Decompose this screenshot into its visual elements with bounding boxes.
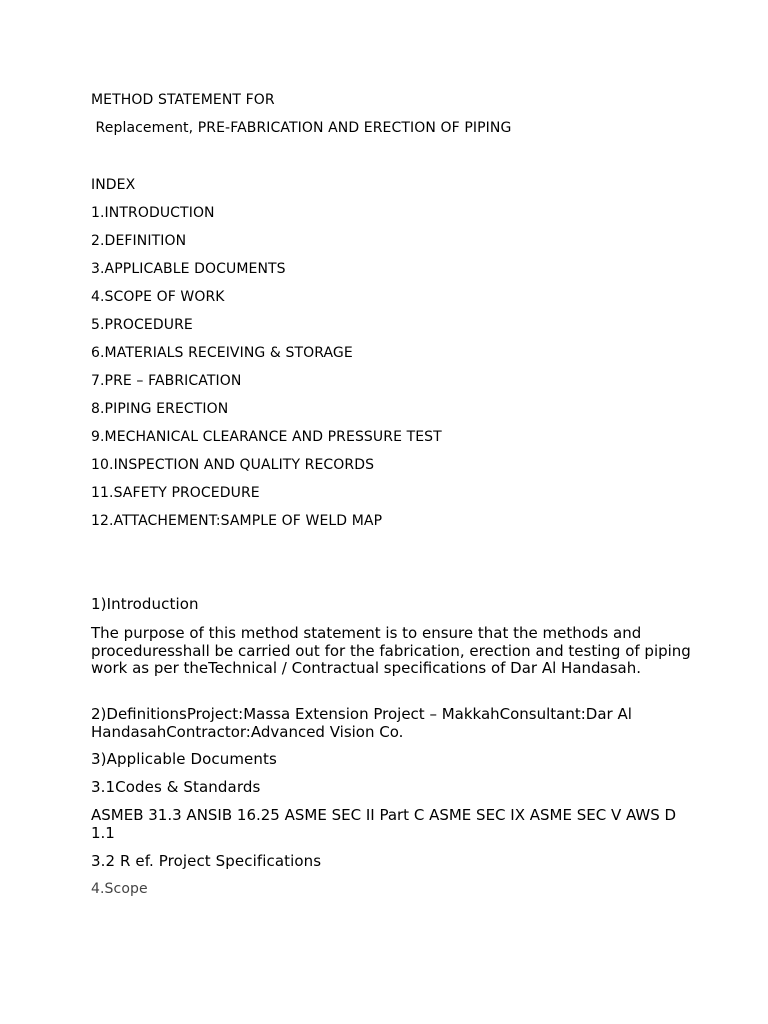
project-specifications-heading: 3.2 R ef. Project Specifications — [91, 852, 322, 870]
index-item: 8.PIPING ERECTION — [91, 401, 229, 417]
index-item: 1.INTRODUCTION — [91, 205, 215, 221]
index-item: 2.DEFINITION — [91, 233, 187, 249]
codes-standards-text: ASMEB 31.3 ANSIB 16.25 ASME SEC II Part C ASME SEC IX ASME SEC V AWS D 1.1 — [91, 806, 677, 842]
document-subtitle: Replacement, PRE-FABRICATION AND ERECTION OF PIPING — [91, 120, 512, 136]
index-item: 11.SAFETY PROCEDURE — [91, 485, 260, 501]
index-item: 3.APPLICABLE DOCUMENTS — [91, 261, 286, 277]
index-item: 7.PRE – FABRICATION — [91, 373, 242, 389]
index-item: 6.MATERIALS RECEIVING & STORAGE — [91, 345, 353, 361]
index-item: 5.PROCEDURE — [91, 317, 193, 333]
document-title: METHOD STATEMENT FOR — [91, 92, 275, 108]
applicable-documents-heading: 3)Applicable Documents — [91, 750, 277, 768]
index-item: 12.ATTACHEMENT:SAMPLE OF WELD MAP — [91, 513, 383, 529]
intro-paragraph: The purpose of this method statement is to ensure that the methods and proceduresshall be carried out for the fabrication, erection and testing of piping work as per theTechnical / Contractual specifications of Dar Al Handasah. — [91, 624, 691, 677]
index-item: 10.INSPECTION AND QUALITY RECORDS — [91, 457, 375, 473]
index-heading: INDEX — [91, 177, 136, 193]
index-item: 9.MECHANICAL CLEARANCE AND PRESSURE TEST — [91, 429, 442, 445]
intro-heading: 1)Introduction — [91, 595, 199, 613]
codes-standards-heading: 3.1Codes & Standards — [91, 778, 261, 796]
definitions-paragraph: 2)DefinitionsProject:Massa Extension Project – MakkahConsultant:Dar Al HandasahContractor:Advanced Vision Co. — [91, 705, 632, 741]
index-item: 4.SCOPE OF WORK — [91, 289, 225, 305]
scope-heading: 4.Scope — [91, 881, 148, 897]
